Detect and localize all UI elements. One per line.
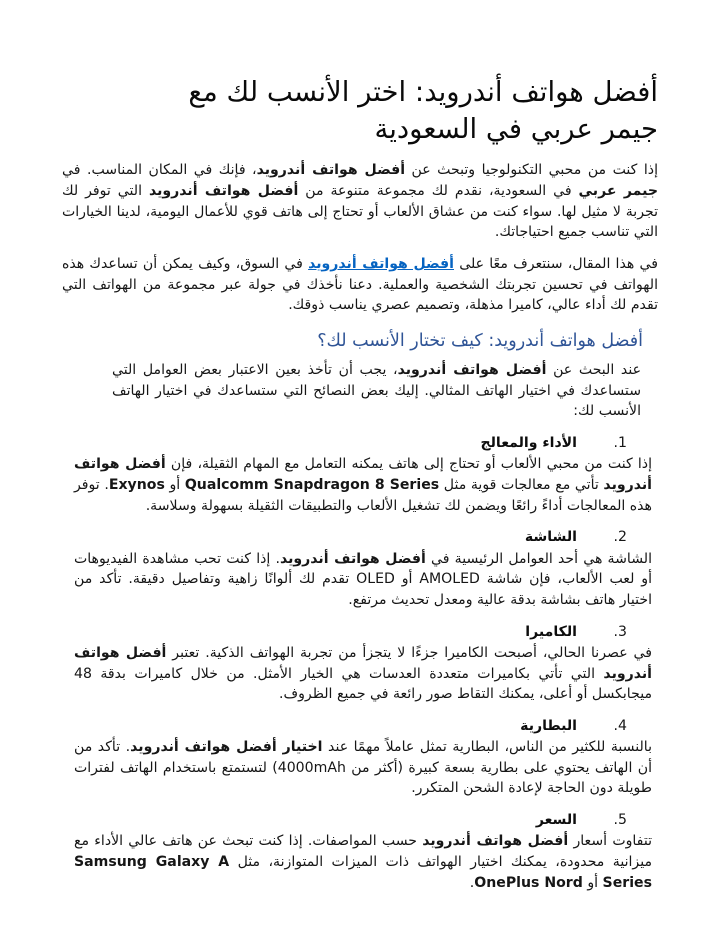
text-run: أو (582, 874, 603, 891)
list-item-body (62, 737, 658, 799)
phone-selection-tips-list (62, 433, 658, 893)
text-run: في السوق، وكيف يمكن أن تساعدك هذه الهواتف في تحسين تجربتك الشخصية والعملية. دعنا نأخذك في جولة عبر مجموعة من الهواتف التي تقدم لك أداء عالي، كاميرا مذهلة، وتصميم عصري يناسب ذوقك. (62, 255, 658, 314)
text-run: في عصرنا الحالي، أصبحت الكاميرا جزءًا لا يتجزأ من تجربة الهواتف الذكية. تعتبر (166, 644, 652, 661)
bold-text-run: OnePlus Nord (474, 874, 583, 891)
bold-text-run: اختيار أفضل هواتف أندرويد (130, 739, 323, 756)
bold-text-run: جيمر عربي (578, 182, 658, 199)
selection-guide-lead-paragraph (62, 360, 658, 422)
text-run: في هذا المقال، سنتعرف معًا على (454, 255, 658, 272)
text-run: أو (394, 571, 420, 588)
text-run: في السعودية، نقدم لك مجموعة متنوعة من (298, 182, 579, 199)
article-overview-paragraph (62, 254, 658, 316)
text-run: حسب المواصفات. إذا كنت تبحث عن هاتف عالي الأداء مع ميزانية محدودة، يمكنك اختيار الهواتف ذات الميزات المتوازنة، مثل (74, 833, 652, 870)
document-title-line-2: جيمر عربي في السعودية (374, 112, 658, 145)
text-run: الشاشة هي أحد العوامل الرئيسية في (425, 550, 653, 567)
list-item-heading (62, 433, 658, 454)
text-run: . (469, 874, 475, 891)
text-run: . إذا كنت تحب مشاهدة الفيديوهات أو لعب الألعاب، فإن شاشة (74, 550, 653, 588)
text-run: عند البحث عن (546, 362, 641, 379)
list-item (62, 527, 658, 610)
text-run: التي تأتي بكاميرات متعددة العدسات هي الخيار الأمثل. من خلال كاميرات بدقة 48 ميجابكسل أو أعلى، يمكنك التقاط صور رائعة في جميع الظروف. (74, 665, 652, 703)
text-run: ، يجب أن تأخذ بعين الاعتبار بعض العوامل التي ستساعدك في اختيار الهاتف المثالي. إليك بعض النصائح التي ستساعدك في اختيار الهاتف الأنسب لك: (112, 362, 641, 420)
bold-text-run: أفضل هواتف أندرويد (256, 162, 406, 179)
text-run: 4000mAh (277, 759, 346, 776)
list-item-heading (62, 622, 658, 643)
list-item-heading (62, 527, 658, 548)
list-item-number: 1. (613, 435, 627, 452)
list-item-title: الشاشة (524, 529, 577, 546)
list-item-body (62, 454, 658, 516)
intro-paragraph (62, 160, 658, 243)
selection-guide-heading: أفضل هواتف أندرويد: كيف تختار الأنسب لك؟ (317, 331, 643, 352)
text-run: أو (164, 477, 185, 493)
bold-text-run: أفضل هواتف أندرويد (148, 182, 299, 199)
bold-text-run: أفضل هواتف أندرويد (422, 833, 569, 850)
list-item-title: الأداء والمعالج (480, 435, 577, 452)
bold-text-run: أفضل هواتف أندرويد (397, 362, 547, 379)
bold-text-run: Qualcomm Snapdragon 8 Series (184, 477, 440, 493)
text-run: بالنسبة للكثير من الناس، البطارية تمثل عاملاً مهمًا عند (322, 739, 653, 756)
list-item-number: 5. (613, 812, 627, 829)
list-item-title: السعر (535, 812, 577, 829)
list-item (62, 716, 658, 799)
text-run: ، فإنك في المكان المناسب. في (62, 162, 257, 179)
list-item-number: 3. (613, 623, 627, 640)
bold-text-run: أفضل هواتف أندرويد (74, 456, 652, 493)
text-run: تقدم لك ألوانًا زاهية وتفاصيل دقيقة. تأكد من اختيار هاتف بشاشة بدقة عالية ومعدل تحديث مرتفع. (74, 571, 652, 608)
text-run: AMOLED (419, 571, 480, 588)
bold-text-run: أفضل هواتف أندرويد (74, 644, 652, 682)
text-run: تأتي مع معالجات قوية مثل (439, 477, 604, 493)
bold-text-run: أفضل هواتف أندرويد (279, 550, 426, 567)
list-item-body (62, 643, 658, 705)
list-item-number: 4. (613, 717, 627, 734)
best-android-phones-link[interactable]: أفضل هواتف أندرويد (308, 255, 454, 272)
text-run: . تأكد من أن الهاتف يحتوي على بطارية بسعة كبيرة (أكثر من (74, 739, 652, 776)
text-run: إذا كنت من محبي التكنولوجيا وتبحث عن (405, 162, 658, 179)
text-run: تتفاوت أسعار (568, 833, 652, 850)
bold-text-run: Exynos (108, 477, 165, 493)
text-run: إذا كنت من محبي الألعاب أو تحتاج إلى هاتف يمكنه التعامل مع المهام الثقيلة، فإن (165, 456, 652, 473)
text-run: ) لتستمتع باستخدام الهاتف لفترات طويلة دون الحاجة لإعادة الشحن المتكرر. (74, 759, 652, 797)
list-item-number: 2. (613, 529, 627, 546)
document-title (62, 74, 658, 147)
list-item (62, 622, 658, 705)
list-item-body (62, 831, 658, 893)
list-item-heading (62, 716, 658, 737)
text-run: . توفر هذه المعالجات أداءً رائعًا ويضمن لك تشغيل الألعاب والتطبيقات الثقيلة بسهولة وسلاسة. (74, 477, 652, 514)
list-item-title: الكاميرا (525, 623, 577, 640)
document-title-line-1: أفضل هواتف أندرويد: اختر الأنسب لك مع (188, 76, 658, 108)
bold-text-run: Samsung Galaxy A Series (74, 854, 652, 891)
list-item-heading (62, 810, 658, 831)
list-item (62, 810, 658, 893)
list-item-title: البطارية (520, 717, 577, 734)
text-run: OLED (356, 571, 395, 588)
list-item (62, 433, 658, 516)
list-item-body (62, 549, 658, 611)
text-run: التي توفر لك تجربة لا مثيل لها. سواء كنت من عشاق الألعاب أو تحتاج إلى هاتف قوي للأعمال اليومية، لدينا الخيارات التي تناسب جميع احتياجاتك. (62, 182, 658, 241)
